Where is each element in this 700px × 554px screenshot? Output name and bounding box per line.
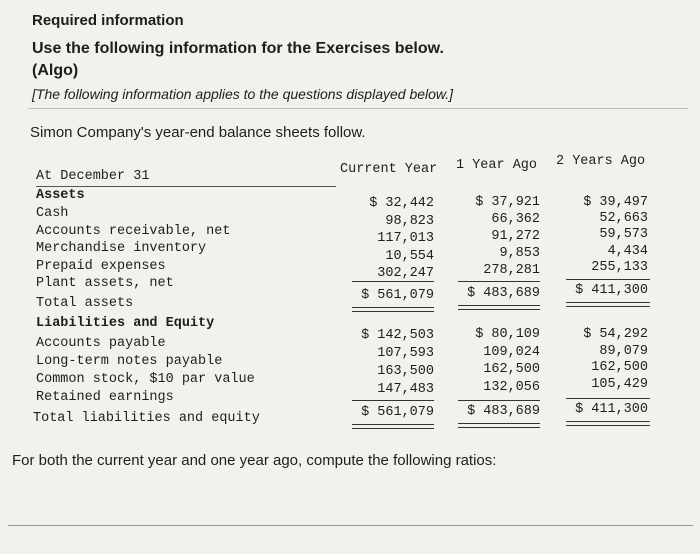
row-label: Cash xyxy=(36,206,69,221)
liabilities-heading: Liabilities and Equity xyxy=(36,316,215,331)
row-value: 147,483 xyxy=(377,382,434,397)
row-value: 107,593 xyxy=(377,346,434,361)
row-value: 302,247 xyxy=(377,266,434,281)
total-assets-label: Total assets xyxy=(36,296,134,311)
ratios-prompt: For both the current year and one year ago, compute the following ratios: xyxy=(12,452,497,469)
row-value: 66,362 xyxy=(491,212,540,228)
required-info-heading: Required information xyxy=(32,12,184,29)
row-value: $ 39,497 xyxy=(583,194,648,210)
col-header-1-year-ago: 1 Year Ago xyxy=(456,158,538,173)
row-value: 10,554 xyxy=(385,248,434,264)
row-value: $ 54,292 xyxy=(583,326,648,342)
row-value: 132,056 xyxy=(483,379,540,395)
total-liab-2yr: $ 411,300 xyxy=(575,402,648,417)
row-value: $ 142,503 xyxy=(361,328,434,343)
total-liab-1yr: $ 483,689 xyxy=(467,404,540,419)
row-value: 59,573 xyxy=(599,227,648,243)
total-assets-2yr: $ 411,300 xyxy=(575,283,648,298)
subtotal-liab-2yr xyxy=(566,398,650,399)
row-value: 162,500 xyxy=(591,360,648,376)
col-header-current-year: Current Year xyxy=(340,162,438,177)
instructions-line-2: (Algo) xyxy=(32,62,79,79)
col-header-2-years-ago: 2 Years Ago xyxy=(556,154,646,169)
applies-note: [The following information applies to the questions displayed below.] xyxy=(32,86,454,102)
row-value: 255,133 xyxy=(591,260,648,275)
total-assets-current: $ 561,079 xyxy=(361,288,434,303)
row-value: 163,500 xyxy=(377,364,434,379)
row-value: $ 80,109 xyxy=(475,327,540,343)
double-line-assets-1yr xyxy=(458,305,540,310)
row-label: Retained earnings xyxy=(36,390,174,405)
total-liab-current: $ 561,079 xyxy=(361,405,434,420)
row-value: 162,500 xyxy=(483,362,540,378)
subtotal-line-current xyxy=(352,281,434,282)
double-line-liab-current xyxy=(352,424,434,429)
subtotal-line-1yr xyxy=(458,281,540,282)
row-value: $ 37,921 xyxy=(475,195,540,211)
row-value: 278,281 xyxy=(483,263,540,278)
row-label: Accounts receivable, net xyxy=(36,223,231,239)
assets-heading: Assets xyxy=(36,188,85,203)
subtotal-liab-1yr xyxy=(458,400,540,401)
row-value: 91,272 xyxy=(491,229,540,245)
instructions-heading xyxy=(32,38,444,82)
total-assets-1yr: $ 483,689 xyxy=(467,286,540,301)
row-label: Prepaid expenses xyxy=(36,258,166,274)
subtotal-liab-current xyxy=(352,400,434,401)
intro-text: Simon Company's year-end balance sheets follow. xyxy=(30,124,366,141)
subtotal-line-2yr xyxy=(566,279,650,280)
double-line-assets-current xyxy=(352,307,434,312)
row-value: 109,024 xyxy=(483,344,540,360)
row-value: 117,013 xyxy=(377,231,434,246)
header-underline xyxy=(36,186,336,187)
row-label: Common stock, $10 par value xyxy=(36,372,255,387)
row-value: 9,853 xyxy=(499,246,540,262)
divider xyxy=(28,108,688,109)
row-label: Plant assets, net xyxy=(36,276,174,291)
row-value: 89,079 xyxy=(599,343,648,359)
row-value: 105,429 xyxy=(591,377,648,393)
row-label: Merchandise inventory xyxy=(36,241,207,256)
row-value: 98,823 xyxy=(385,213,434,229)
instructions-line-1: Use the following information for the Exercises below. xyxy=(32,40,444,57)
bottom-divider xyxy=(8,525,693,526)
row-label: Accounts payable xyxy=(36,336,166,351)
double-line-assets-2yr xyxy=(566,302,650,307)
double-line-liab-2yr xyxy=(566,421,650,426)
row-value: $ 32,442 xyxy=(369,196,434,211)
double-line-liab-1yr xyxy=(458,423,540,428)
row-value: 4,434 xyxy=(607,243,648,259)
row-label: Long-term notes payable xyxy=(36,354,223,369)
total-liab-label: Total liabilities and equity xyxy=(33,411,260,426)
table-heading: At December 31 xyxy=(36,169,150,184)
row-value: 52,663 xyxy=(599,211,648,227)
